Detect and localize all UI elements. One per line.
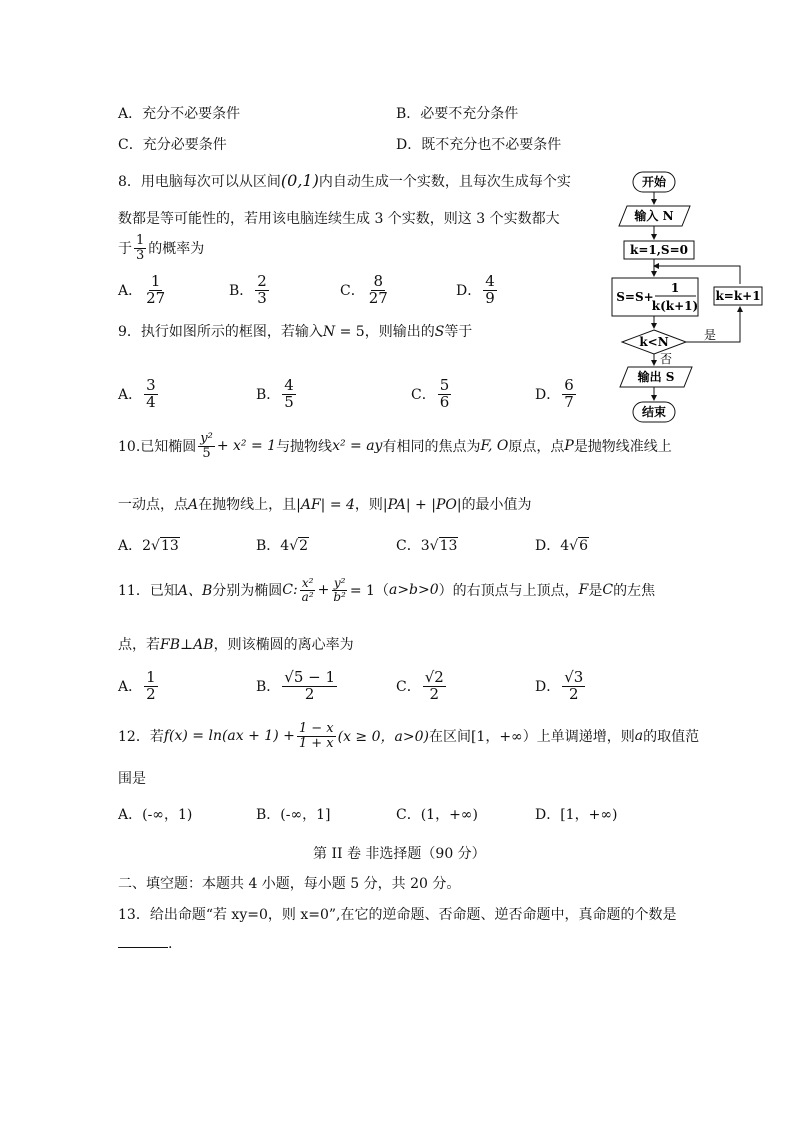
q8-interval: (0,1) bbox=[280, 171, 319, 190]
flowchart-init-text: k=1,S=0 bbox=[630, 243, 688, 257]
q13-stem: 13．给出命题“若 xy=0，则 x=0”,在它的逆命题、否命题、逆否命题中，真命题的个数是 bbox=[118, 907, 677, 923]
section-part2-heading: 二、填空题：本题共 4 小题，每小题 5 分，共 20 分。 bbox=[118, 876, 461, 892]
flowchart-condition-text: k<N bbox=[639, 335, 669, 349]
q11-option-a: A． $\frac{1}{2}$ bbox=[118, 668, 156, 703]
q11-line2: 点，若FB⊥AB，则该椭圆的离心率为 bbox=[118, 637, 354, 653]
q11-option-d: D． $\frac{√3}{2}$ bbox=[535, 668, 584, 703]
q8-option-d: D． $\frac{4}{9}$ bbox=[456, 272, 495, 307]
q10-line2: 一动点，点A在抛物线上，且|AF| = 4，则|PA| + |PO|的最小值为 bbox=[118, 497, 532, 513]
flowchart-process-text: S=S+ bbox=[616, 290, 654, 304]
flowchart-start-text: 开始 bbox=[641, 175, 667, 189]
flowchart-increment-text: k=k+1 bbox=[715, 289, 761, 303]
section-title: 第 II 卷 非选择题（90 分） bbox=[313, 846, 486, 862]
q10-option-a: A．2√13 bbox=[118, 538, 179, 554]
q8-text-b: 内自动生成一个实数，且每次生成每个实 bbox=[318, 174, 571, 190]
q10-line1: 10.已知椭圆 $\frac{\text{y²}}{5}$ + x² = 1 与抛物线 x² = ay 有相同的焦点为 F, O 原点，点 P 是抛物线准线上 bbox=[118, 431, 672, 461]
flowchart-end-text: 结束 bbox=[641, 405, 667, 419]
q12-line1: 12．若 f(x) = ln(ax + 1) + $\frac{1 - x}{1 + x}$ (x ≥ 0，a>0) 在区间[1，+∞）上单调递增，则 a 的取值范 bbox=[118, 721, 700, 751]
q12-option-c: C．(1，+∞) bbox=[396, 807, 478, 823]
q8-line3 bbox=[118, 234, 204, 262]
flowchart-output-text: 输出 S bbox=[637, 370, 675, 384]
q9-option-c: C． $\frac{5}{6}$ bbox=[411, 376, 450, 411]
q13-answer-line: . bbox=[118, 936, 172, 952]
flowchart-process-num: 1 bbox=[670, 281, 680, 295]
q9-option-a: A． $\frac{3}{4}$ bbox=[118, 376, 156, 411]
q7-option-d: D．既不充分也不必要条件 bbox=[396, 137, 562, 153]
q8-fraction: $\frac{1}{3}$ bbox=[136, 233, 145, 263]
q8-line2: 数都是等可能性的，若用该电脑连续生成 3 个实数，则这 3 个实数都大 bbox=[118, 211, 560, 227]
q11-option-c: C． $\frac{√2}{2}$ bbox=[396, 668, 444, 703]
q8-text-a: 8．用电脑每次可以从区间 bbox=[118, 174, 281, 190]
q8-line1 bbox=[118, 171, 571, 191]
q11-line1: 11．已知 A、B 分别为椭圆 C: $\frac{\text{x²}}{\text{a²}}$ + $\frac{\text{y²}}{\text{b²}}$ = 1（ a>b>0 ）的右顶点与上顶点， F 是 C 的左焦 bbox=[118, 576, 656, 604]
q10-option-d: D．4√6 bbox=[535, 538, 588, 554]
q12-option-d: D．[1，+∞) bbox=[535, 807, 618, 823]
q10-option-b: B．4√2 bbox=[256, 538, 309, 554]
flowchart-process-den: k(k+1) bbox=[651, 299, 699, 313]
q13-blank bbox=[118, 947, 168, 948]
q12-line2: 围是 bbox=[118, 771, 146, 787]
q9-option-b: B． $\frac{4}{5}$ bbox=[256, 376, 294, 411]
q8-option-c: C． $\frac{8}{27}$ bbox=[340, 272, 388, 307]
q8-option-a: A． $\frac{1}{27}$ bbox=[118, 272, 166, 307]
q8-text-prob: 的概率为 bbox=[148, 241, 205, 258]
flowchart-no-label: 否 bbox=[660, 352, 673, 366]
flowchart bbox=[600, 168, 770, 428]
q9-stem: 9．执行如图所示的框图，若输入N = 5，则输出的S等于 bbox=[118, 324, 473, 340]
q10-option-c: C．3√13 bbox=[396, 538, 458, 554]
q12-option-a: A．(-∞，1) bbox=[118, 807, 193, 823]
q7-option-b: B．必要不充分条件 bbox=[396, 106, 519, 122]
flowchart-input-text: 输入 N bbox=[634, 209, 674, 223]
q7-option-c: C．充分必要条件 bbox=[118, 137, 227, 153]
q7-option-a: A．充分不必要条件 bbox=[118, 106, 241, 122]
flowchart-yes-label: 是 bbox=[704, 328, 717, 342]
q8-text-yu: 于 bbox=[118, 241, 132, 258]
q11-option-b: B． $\frac{√5 - 1}{2}$ bbox=[256, 668, 336, 703]
q8-option-b: B． $\frac{2}{3}$ bbox=[229, 272, 267, 307]
q9-option-d: D． $\frac{6}{7}$ bbox=[535, 376, 574, 411]
q12-option-b: B．(-∞，1] bbox=[256, 807, 331, 823]
